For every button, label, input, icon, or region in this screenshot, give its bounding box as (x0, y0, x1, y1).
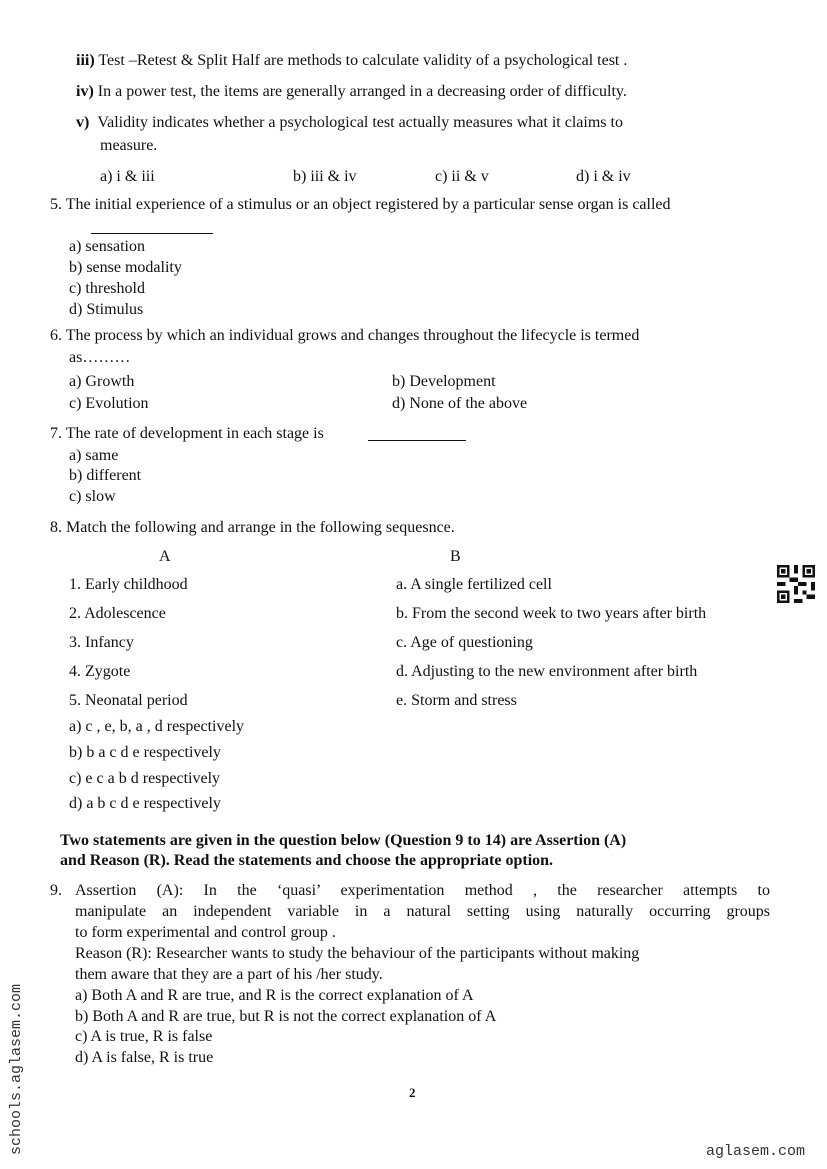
match-b-item: e. Storm and stress (396, 692, 517, 709)
option: d) i & iv (576, 168, 631, 185)
statement-text: Validity indicates whether a psychological test actually measures what it claims to (97, 114, 623, 131)
question-8: 8. Match the following and arrange in the following sequesnce. (50, 519, 455, 536)
option: a) i & iii (100, 168, 155, 185)
option: a) same (69, 447, 119, 464)
option: d) A is false, R is true (75, 1049, 214, 1066)
option: c) e c a b d respectively (69, 770, 221, 787)
match-a-item: 4. Zygote (69, 663, 131, 680)
option: c) threshold (69, 280, 145, 297)
option: d) a b c d e respectively (69, 795, 221, 812)
match-b-item: d. Adjusting to the new environment after birth (396, 663, 698, 680)
statement-number: iii) (76, 52, 95, 69)
match-a-item: 2. Adolescence (69, 605, 166, 622)
qr-code-icon (777, 565, 815, 603)
option: b) Both A and R are true, but R is not the correct explanation of A (75, 1008, 497, 1025)
question-9-line: Assertion (A): In the ‘quasi’ experimentation method , the researcher attempts to (75, 882, 770, 899)
option: b) different (69, 467, 142, 484)
side-watermark: schools.aglasem.com (8, 983, 25, 1155)
question-5: 5. The initial experience of a stimulus or an object registered by a particular sense organ is called (50, 196, 671, 213)
statement-iii (76, 51, 627, 71)
instruction-line-1: Two statements are given in the question below (Question 9 to 14) are Assertion (A) (60, 832, 627, 849)
statement-number: v) (76, 114, 90, 131)
option: c) Evolution (69, 395, 149, 412)
question-6-cont: as……… (69, 349, 131, 366)
statement-iv (76, 82, 627, 102)
answer-blank (91, 233, 213, 234)
match-a-item: 1. Early childhood (69, 576, 188, 593)
question-9-line: manipulate an independent variable in a natural setting using naturally occurring groups (75, 903, 770, 920)
footer-watermark: aglasem.com (706, 1143, 806, 1160)
statement-v (76, 113, 623, 133)
page-number: 2 (409, 1085, 416, 1100)
option: d) Stimulus (69, 301, 144, 318)
question-7: 7. The rate of development in each stage is (50, 425, 324, 442)
option: a) c , e, b, a , d respectively (69, 718, 245, 735)
column-b-header: B (450, 548, 461, 565)
match-a-item: 5. Neonatal period (69, 692, 188, 709)
statement-text: In a power test, the items are generally arranged in a decreasing order of difficulty. (97, 83, 627, 100)
column-a-header: A (159, 548, 171, 565)
option: a) Both A and R are true, and R is the correct explanation of A (75, 987, 474, 1004)
match-a-item: 3. Infancy (69, 634, 134, 651)
match-b-item: a. A single fertilized cell (396, 576, 552, 593)
option: c) A is true, R is false (75, 1028, 213, 1045)
question-9-number: 9. (50, 882, 62, 899)
match-b-item: c. Age of questioning (396, 634, 533, 651)
answer-blank (368, 440, 466, 441)
statement-v-cont: measure. (100, 137, 158, 154)
statement-text: Test –Retest & Split Half are methods to calculate validity of a psychological test . (98, 52, 628, 69)
question-9-line: to form experimental and control group . (75, 924, 336, 941)
instruction-line-2: and Reason (R). Read the statements and choose the appropriate option. (60, 852, 554, 869)
statement-number: iv) (76, 83, 94, 100)
option: b) iii & iv (293, 168, 357, 185)
question-9-line: Reason (R): Researcher wants to study the behaviour of the participants without making (75, 945, 640, 962)
match-b-item: b. From the second week to two years after birth (396, 605, 707, 622)
question-6: 6. The process by which an individual grows and changes throughout the lifecycle is termed (50, 327, 640, 344)
option: b) Development (392, 373, 496, 390)
option: c) slow (69, 488, 116, 505)
option: a) Growth (69, 373, 135, 390)
option: b) b a c d e respectively (69, 744, 221, 761)
option: b) sense modality (69, 259, 182, 276)
question-9-line: them aware that they are a part of his /her study. (75, 966, 383, 983)
option: a) sensation (69, 238, 145, 255)
option: c) ii & v (435, 168, 489, 185)
option: d) None of the above (392, 395, 528, 412)
